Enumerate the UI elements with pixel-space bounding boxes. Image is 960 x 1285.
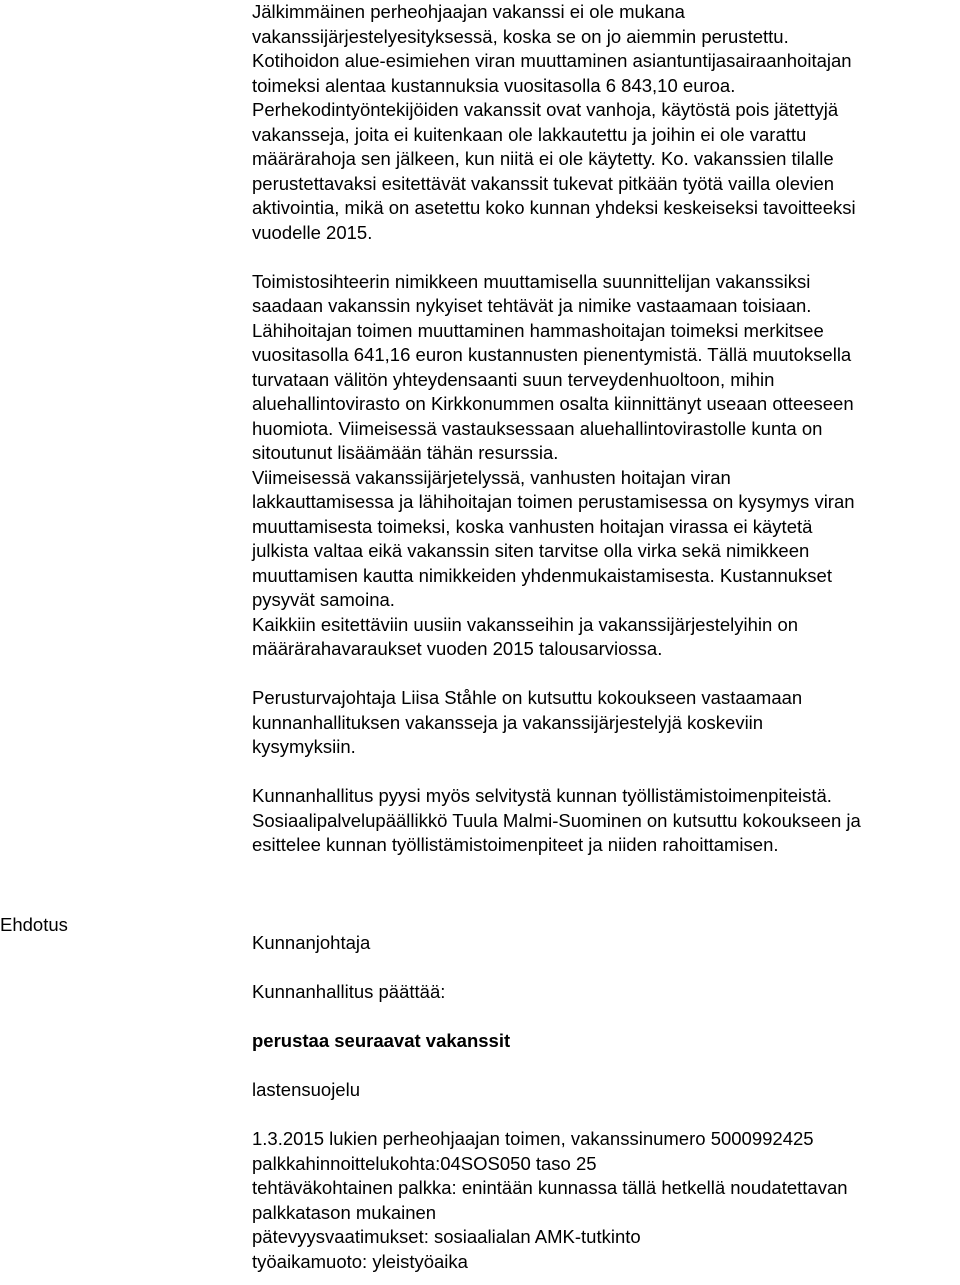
text-line: vakanssijärjestelyesityksessä, koska se on jo aiemmin perustettu. (252, 25, 789, 47)
paragraph-gap (252, 662, 960, 687)
text-line: vakansseja, joita ei kuitenkaan ole lakkautettu ja joihin ei ole varattu (252, 123, 807, 145)
text-line: Perusturvajohtaja Liisa Ståhle on kutsuttu kokoukseen vastaamaan (252, 687, 803, 708)
detail-line: palkkatason mukainen (252, 1201, 437, 1223)
presenter: Kunnanjohtaja (252, 932, 371, 953)
text-line: Jälkimmäinen perheohjaajan vakanssi ei ole mukana (252, 1, 685, 22)
paragraph-title-changes (252, 270, 960, 662)
text-line: turvataan välitön yhteydensaanti suun terveydenhuoltoon, mihin (252, 368, 775, 390)
text-line: Kunnanhallitus pyysi myös selvitystä kunnan työllistämistoimenpiteistä. (252, 785, 832, 806)
text-line: perustettavaksi esitettävät vakanssit tukevat pitkään työtä vailla olevien (252, 172, 835, 194)
text-line: vuodelle 2015. (252, 221, 373, 243)
section-gap (252, 858, 960, 883)
detail-line: palkkahinnoittelukohta:04SOS050 taso 25 (252, 1152, 597, 1174)
vacancy-details (252, 1127, 960, 1274)
text-line: määrärahavaraukset vuoden 2015 talousarviossa. (252, 638, 663, 659)
paragraph-gap (252, 245, 960, 270)
paragraph-gap (252, 956, 960, 981)
text-line: pysyvät samoina. (252, 589, 395, 610)
text-line: Lähihoitajan toimen muuttaminen hammashoitajan toimeksi merkitsee (252, 319, 824, 341)
text-line: Sosiaalipalvelupäällikkö Tuula Malmi-Suominen on kutsuttu kokoukseen ja (252, 809, 861, 831)
paragraph-gap (252, 760, 960, 785)
unit-name: lastensuojelu (252, 1079, 360, 1100)
text-line: sitoutunut lisäämään tähän resurssia. (252, 442, 559, 463)
text-line: kysymyksiin. (252, 736, 356, 757)
text-line: aktivointia, mikä on asetettu koko kunnan yhdeksi keskeiseksi tavoitteeksi (252, 197, 856, 218)
text-line: muuttamisesta toimeksi, koska vanhusten hoitajan virassa ei käytetä (252, 515, 813, 537)
paragraph-gap (252, 1054, 960, 1079)
paragraph-gap (252, 1103, 960, 1128)
text-line: vuositasolla 641,16 euron kustannusten pienentymistä. Tällä muutoksella (252, 344, 852, 365)
detail-line: työaikamuoto: yleistyöaika (252, 1250, 468, 1272)
text-line: toimeksi alentaa kustannuksia vuositasolla 6 843,10 euroa. (252, 74, 736, 96)
decision-heading: perustaa seuraavat vakanssit (252, 1030, 511, 1051)
text-line: Kotihoidon alue-esimiehen viran muuttaminen asiantuntijasairaanhoitajan (252, 50, 852, 71)
text-line: määrärahoja sen jälkeen, kun niitä ei ole käytetty. Ko. vakanssien tilalle (252, 148, 834, 169)
text-line: esittelee kunnan työllistämistoimenpiteet ja niiden rahoittamisen. (252, 834, 779, 855)
text-line: lakkauttamisessa ja lähihoitajan toimen perustamisessa on kysymys viran (252, 491, 855, 512)
paragraph-gap (252, 1005, 960, 1030)
section-gap (252, 907, 960, 932)
paragraph-invited-director (252, 686, 960, 760)
text-line: huomiota. Viimeisessä vastauksessaan aluehallintovirastolle kunta on (252, 417, 823, 439)
detail-line: tehtäväkohtainen palkka: enintään kunnassa tällä hetkellä noudatettavan (252, 1177, 848, 1198)
section-gap (252, 882, 960, 907)
text-line: Perhekodintyöntekijöiden vakanssit ovat vanhoja, käytöstä pois jätettyjä (252, 99, 839, 120)
text-line: muuttamisen kautta nimikkeiden yhdenmukaistamisesta. Kustannukset (252, 564, 832, 586)
decision-intro: Kunnanhallitus päättää: (252, 981, 446, 1002)
text-line: Kaikkiin esitettäviin uusiin vakansseihin ja vakanssijärjestelyihin on (252, 613, 799, 635)
text-line: Toimistosihteerin nimikkeen muuttamisella suunnittelijan vakanssiksi (252, 270, 811, 292)
detail-line: 1.3.2015 lukien perheohjaajan toimen, vakanssinumero 5000992425 (252, 1128, 814, 1149)
text-line: aluehallintovirasto on Kirkkonummen osalta kiinnittänyt useaan otteeseen (252, 393, 854, 414)
paragraph-employment-measures (252, 784, 960, 858)
detail-line: pätevyysvaatimukset: sosiaalialan AMK-tutkinto (252, 1226, 641, 1247)
proposal-label: Ehdotus (0, 914, 68, 935)
text-line: kunnanhallituksen vakansseja ja vakanssijärjestelyjä koskeviin (252, 711, 764, 733)
paragraph-vacancy-background (252, 0, 960, 245)
text-line: julkista valtaa eikä vakanssin siten tarvitse olla virka sekä nimikkeen (252, 540, 810, 561)
document-body (252, 0, 960, 1274)
text-line: Viimeisessä vakanssijärjetelyssä, vanhusten hoitajan viran (252, 466, 731, 488)
text-line: saadaan vakanssin nykyiset tehtävät ja nimike vastaamaan toisiaan. (252, 295, 812, 316)
